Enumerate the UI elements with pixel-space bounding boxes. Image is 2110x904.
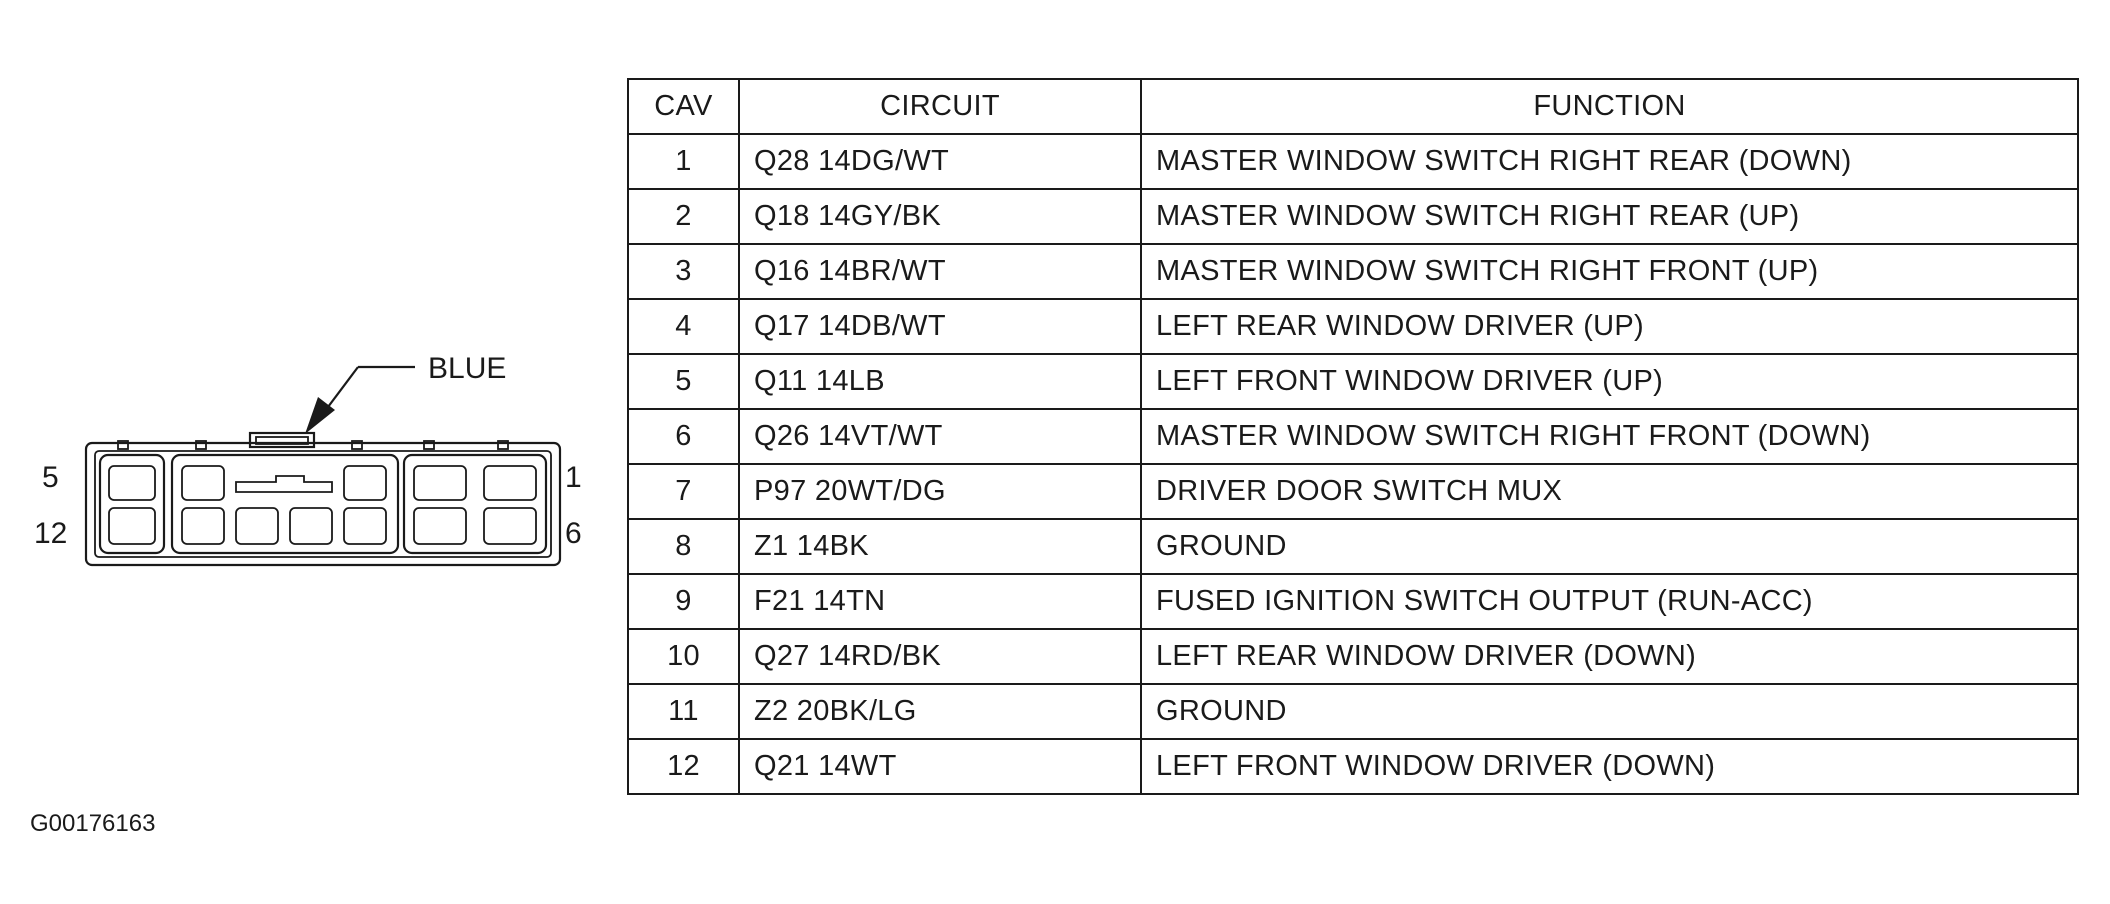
figure-id: G00176163: [30, 810, 156, 837]
cell-circuit: Q16 14BR/WT: [739, 244, 1141, 299]
connector-color-label: BLUE: [428, 352, 507, 385]
table-row: [628, 244, 2078, 299]
cell-circuit: Q17 14DB/WT: [739, 299, 1141, 354]
header-cav: CAV: [628, 79, 739, 134]
pinout-table: [627, 78, 2079, 795]
cell-cav: 11: [628, 684, 739, 739]
cell-function: GROUND: [1141, 684, 2078, 739]
cell-cav: 2: [628, 189, 739, 244]
table-header-row: [628, 79, 2078, 134]
cavity-4: [182, 466, 224, 500]
cell-circuit: Q18 14GY/BK: [739, 189, 1141, 244]
cell-cav: 1: [628, 134, 739, 189]
pin-label-bottom-left: 12: [34, 517, 68, 550]
cavity-3: [414, 466, 466, 500]
cavity-11: [182, 508, 224, 544]
cavity-5: [109, 466, 155, 500]
table-row: [628, 629, 2078, 684]
cell-circuit: P97 20WT/DG: [739, 464, 1141, 519]
keying-bar: [236, 476, 332, 492]
table-row: [628, 134, 2078, 189]
pin-label-top-left: 5: [42, 461, 59, 494]
cell-cav: 4: [628, 299, 739, 354]
cell-circuit: F21 14TN: [739, 574, 1141, 629]
cell-circuit: Z2 20BK/LG: [739, 684, 1141, 739]
table-row: [628, 189, 2078, 244]
cavity-block-center: [172, 455, 398, 553]
table-row: [628, 354, 2078, 409]
cell-circuit: Q27 14RD/BK: [739, 629, 1141, 684]
cell-cav: 12: [628, 739, 739, 794]
cell-function: LEFT REAR WINDOW DRIVER (DOWN): [1141, 629, 2078, 684]
table-row: [628, 739, 2078, 794]
cavity-2: [344, 466, 386, 500]
cell-cav: 10: [628, 629, 739, 684]
header-function: FUNCTION: [1141, 79, 2078, 134]
cell-circuit: Q11 14LB: [739, 354, 1141, 409]
connector-diagram: [0, 0, 620, 620]
table-row: [628, 464, 2078, 519]
table-row: [628, 574, 2078, 629]
cell-circuit: Q28 14DG/WT: [739, 134, 1141, 189]
connector-housing: [86, 433, 560, 565]
cell-cav: 9: [628, 574, 739, 629]
pin-label-top-right: 1: [565, 461, 582, 494]
pin-label-bottom-right: 6: [565, 517, 582, 550]
cavity-6: [484, 508, 536, 544]
cell-cav: 3: [628, 244, 739, 299]
cavity-8: [344, 508, 386, 544]
cell-circuit: Q21 14WT: [739, 739, 1141, 794]
table-row: [628, 409, 2078, 464]
cavity-1: [484, 466, 536, 500]
table-row: [628, 519, 2078, 574]
cell-function: LEFT REAR WINDOW DRIVER (UP): [1141, 299, 2078, 354]
cell-circuit: Z1 14BK: [739, 519, 1141, 574]
cell-function: MASTER WINDOW SWITCH RIGHT REAR (UP): [1141, 189, 2078, 244]
cavity-10: [236, 508, 278, 544]
cavity-block-right: [404, 455, 546, 553]
cell-cav: 8: [628, 519, 739, 574]
cavity-7: [414, 508, 466, 544]
cell-cav: 6: [628, 409, 739, 464]
table-row: [628, 299, 2078, 354]
cell-function: MASTER WINDOW SWITCH RIGHT FRONT (UP): [1141, 244, 2078, 299]
cavity-block-left: [100, 455, 164, 553]
cell-function: MASTER WINDOW SWITCH RIGHT FRONT (DOWN): [1141, 409, 2078, 464]
cell-function: GROUND: [1141, 519, 2078, 574]
cell-circuit: Q26 14VT/WT: [739, 409, 1141, 464]
cell-cav: 5: [628, 354, 739, 409]
cell-function: LEFT FRONT WINDOW DRIVER (UP): [1141, 354, 2078, 409]
cavity-9: [290, 508, 332, 544]
cell-function: MASTER WINDOW SWITCH RIGHT REAR (DOWN): [1141, 134, 2078, 189]
cell-function: FUSED IGNITION SWITCH OUTPUT (RUN-ACC): [1141, 574, 2078, 629]
table-row: [628, 684, 2078, 739]
header-circuit: CIRCUIT: [739, 79, 1141, 134]
cell-cav: 7: [628, 464, 739, 519]
cell-function: DRIVER DOOR SWITCH MUX: [1141, 464, 2078, 519]
cell-function: LEFT FRONT WINDOW DRIVER (DOWN): [1141, 739, 2078, 794]
cavity-12: [109, 508, 155, 544]
